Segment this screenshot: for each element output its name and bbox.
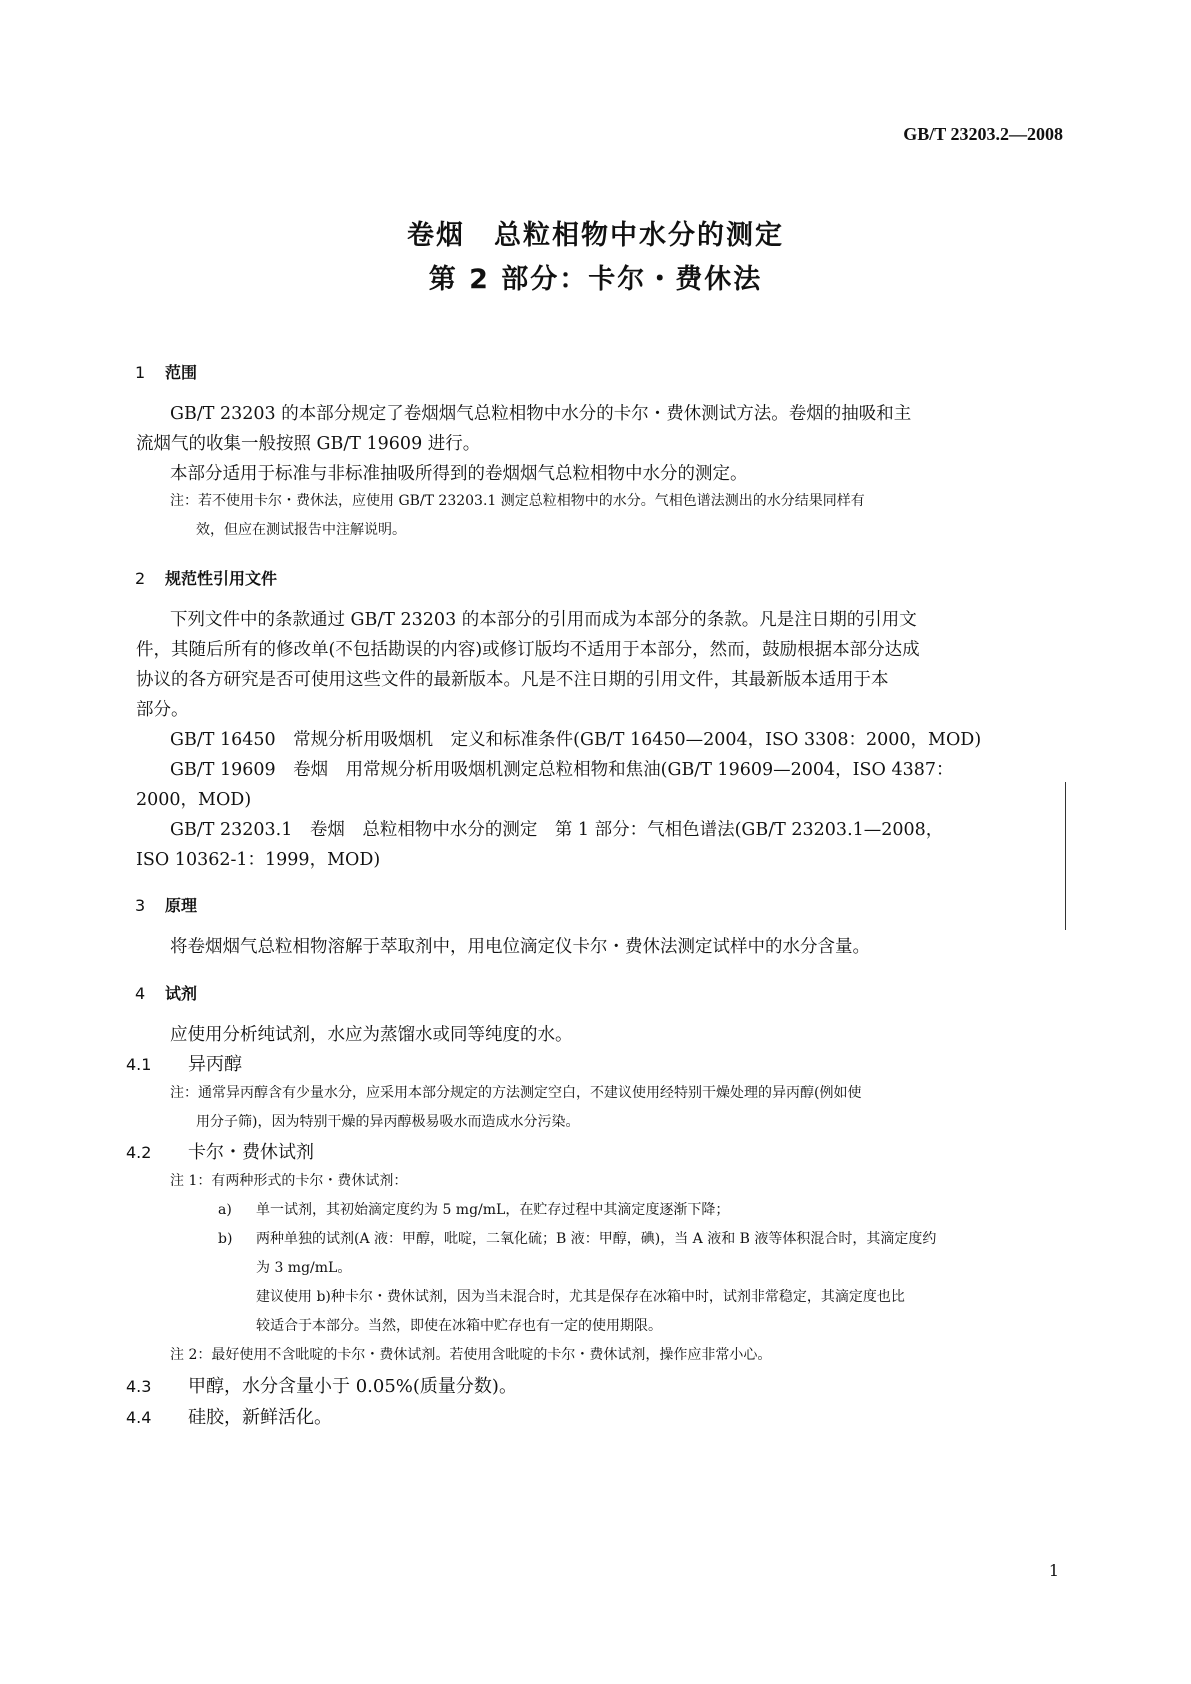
s2-para1-line2: 件，其随后所有的修改单(不包括勘误的内容)或修订版均不适用于本部分，然而，鼓励根据本部分达成: [136, 640, 920, 660]
section-4-heading: [135, 981, 197, 1004]
s42-item-b-line2: 为 3 mg/mL。: [256, 1260, 352, 1276]
standard-code: GB/T 23203.2—2008: [903, 124, 1063, 144]
section-3-heading: [135, 893, 197, 916]
s1-note-line2: 效，但应在测试报告中注解说明。: [196, 522, 406, 538]
section-title: 范围: [165, 363, 198, 382]
item-text: 单一试剂，其初始滴定度约为 5 mg/mL，在贮存过程中其滴定度逐渐下降；: [256, 1202, 730, 1218]
s4-para1: 应使用分析纯试剂，水应为蒸馏水或同等纯度的水。: [170, 1025, 573, 1045]
section-number: 1: [135, 363, 146, 382]
subsection-4-2: [126, 1138, 314, 1164]
section-2-heading: [135, 566, 277, 589]
reference-gbt-23203-1-line2: ISO 10362-1：1999，MOD): [136, 850, 381, 870]
change-bar: [1065, 782, 1066, 930]
subsection-number: 4.1: [126, 1055, 152, 1074]
s41-note-line2: 用分子筛)，因为特别干燥的异丙醇极易吸水而造成水分污染。: [196, 1114, 580, 1130]
s41-note-line1: 注：通常异丙醇含有少量水分，应采用本部分规定的方法测定空白，不建议使用经特别干燥处理的异丙醇(例如使: [170, 1085, 862, 1101]
section-number: 2: [135, 569, 146, 588]
subsection-text: 甲醇，水分含量小于 0.05%(质量分数)。: [188, 1376, 517, 1397]
section-1-heading: [135, 360, 197, 383]
subsection-title: 异丙醇: [188, 1054, 242, 1075]
reference-gbt-16450: GB/T 16450 常规分析用吸烟机 定义和标准条件(GB/T 16450—2004，ISO 3308：2000，MOD): [170, 730, 982, 750]
section-number: 4: [135, 984, 146, 1003]
subsection-number: 4.2: [126, 1143, 152, 1162]
section-title: 原理: [165, 896, 198, 915]
subsection-4-1: [126, 1050, 242, 1076]
reference-gbt-23203-1-line1: GB/T 23203.1 卷烟 总粒相物中水分的测定 第 1 部分：气相色谱法(GB/T 23203.1—2008，: [170, 820, 944, 840]
section-title: 试剂: [165, 984, 198, 1003]
title-line-1: 卷烟 总粒相物中水分的测定: [407, 220, 784, 251]
item-label: b): [218, 1231, 233, 1247]
s42-item-b-line1: [218, 1225, 936, 1254]
subsection-title: 卡尔・费休试剂: [188, 1142, 314, 1163]
s42-item-a: [218, 1196, 729, 1225]
s42-advice-line1: 建议使用 b)种卡尔・费休试剂，因为当未混合时，尤其是保存在冰箱中时，试剂非常稳定，其滴定度也比: [256, 1289, 905, 1305]
s2-para1-line4: 部分。: [136, 700, 189, 720]
subsection-number: 4.3: [126, 1377, 152, 1396]
reference-gbt-19609-line1: GB/T 19609 卷烟 用常规分析用吸烟机测定总粒相物和焦油(GB/T 19609—2004，ISO 4387：: [170, 760, 954, 780]
subsection-text: 硅胶，新鲜活化。: [188, 1407, 332, 1428]
s42-note1: 注 1：有两种形式的卡尔・费休试剂：: [170, 1173, 408, 1189]
title-line-2: 第 2 部分：卡尔・费休法: [428, 264, 763, 295]
section-title: 规范性引用文件: [165, 569, 278, 588]
s2-para1-line3: 协议的各方研究是否可使用这些文件的最新版本。凡是不注日期的引用文件，其最新版本适用于本: [136, 670, 889, 690]
s1-note-line1: 注：若不使用卡尔・费休法，应使用 GB/T 23203.1 测定总粒相物中的水分。气相色谱法测出的水分结果同样有: [170, 493, 865, 509]
page-number: 1: [1048, 1561, 1059, 1580]
s3-para1: 将卷烟烟气总粒相物溶解于萃取剂中，用电位滴定仪卡尔・费休法测定试样中的水分含量。: [170, 937, 870, 957]
subsection-4-4: [126, 1403, 332, 1429]
s1-para1-line1: GB/T 23203 的本部分规定了卷烟烟气总粒相物中水分的卡尔・费休测试方法。卷烟的抽吸和主: [170, 404, 912, 424]
item-text: 两种单独的试剂(A 液：甲醇，吡啶，二氧化硫；B 液：甲醇，碘)，当 A 液和 B 液等体积混合时，其滴定度约: [256, 1231, 937, 1247]
s42-note2: 注 2：最好使用不含吡啶的卡尔・费休试剂。若使用含吡啶的卡尔・费休试剂，操作应非常小心。: [170, 1347, 772, 1363]
s1-para2: 本部分适用于标准与非标准抽吸所得到的卷烟烟气总粒相物中水分的测定。: [170, 464, 748, 484]
s1-para1-line2: 流烟气的收集一般按照 GB/T 19609 进行。: [136, 434, 481, 454]
reference-gbt-19609-line2: 2000，MOD): [136, 790, 252, 810]
section-number: 3: [135, 896, 146, 915]
subsection-number: 4.4: [126, 1408, 152, 1427]
item-label: a): [218, 1202, 232, 1218]
subsection-4-3: [126, 1372, 517, 1398]
s42-advice-line2: 较适合于本部分。当然，即使在冰箱中贮存也有一定的使用期限。: [256, 1318, 662, 1334]
s2-para1-line1: 下列文件中的条款通过 GB/T 23203 的本部分的引用而成为本部分的条款。凡是注日期的引用文: [170, 610, 917, 630]
